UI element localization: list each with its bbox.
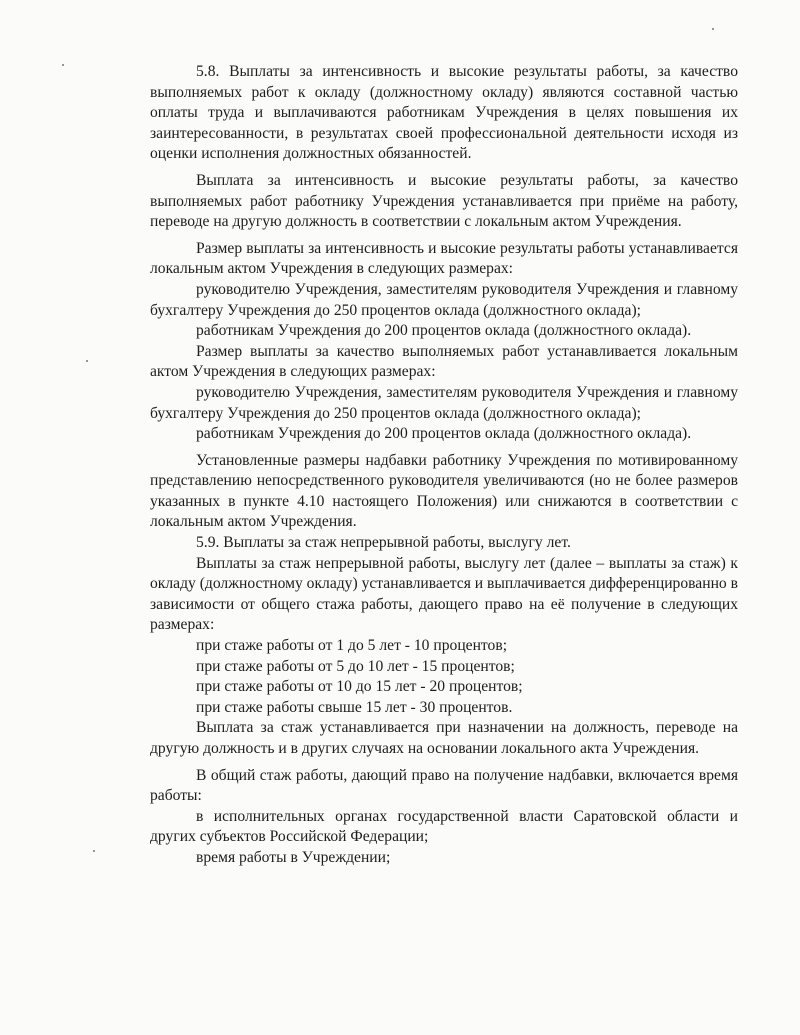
list-item: руководителю Учреждения, заместителям руководителя Учреждения и главному бухгалтеру Учреждения до 250 процентов оклада (должностного оклада); bbox=[150, 383, 738, 422]
list-item: при стаже работы от 1 до 5 лет - 10 процентов; bbox=[196, 637, 508, 655]
paragraph: Выплата за интенсивность и высокие результаты работы, за качество выполняемых работ работнику Учреждения устанавливается при приёме на работу, переводе на другую должность в соответствии с локальным актом Учреждения. bbox=[150, 171, 738, 231]
paragraph: Выплаты за стаж непрерывной работы, выслугу лет (далее – выплаты за стаж) к окладу (должностному окладу) устанавливается и выплачивается дифференцированно в зависимости от общего стажа работы, дающего право на её получение в следующих размерах: bbox=[150, 554, 738, 634]
paragraph: Выплата за стаж устанавливается при назначении на должность, переводе на другую должность и в других случаях на основании локального акта Учреждения. bbox=[150, 719, 738, 757]
list-item: время работы в Учреждении; bbox=[196, 848, 391, 866]
scan-speck bbox=[86, 360, 88, 362]
list-item: руководителю Учреждения, заместителям руководителя Учреждения и главному бухгалтеру Учреждения до 250 процентов оклада (должностного оклада); bbox=[150, 280, 738, 319]
list-item: в исполнительных органах государственной власти Саратовской области и других субъектов Российской Федерации; bbox=[150, 807, 738, 846]
list-item: при стаже работы свыше 15 лет - 30 процентов. bbox=[196, 698, 513, 716]
scan-speck bbox=[62, 64, 64, 66]
scan-speck bbox=[93, 850, 95, 852]
scan-speck bbox=[712, 28, 714, 30]
paragraph: Размер выплаты за качество выполняемых работ устанавливается локальным актом Учреждения в следующих размерах: bbox=[150, 342, 738, 381]
paragraph-5-8: 5.8. Выплаты за интенсивность и высокие результаты работы, за качество выполняемых работ к окладу (должностному окладу) являются составной частью оплаты труда и выплачиваются работникам Учреждения в целях повышения их заинтересованности, в результатах своей профессиональной деятельности исходя из оценки исполнения должностных обязанностей. bbox=[150, 63, 738, 163]
section-heading-5-9: 5.9. Выплаты за стаж непрерывной работы, выслугу лет. bbox=[196, 534, 571, 552]
paragraph: В общий стаж работы, дающий право на получение надбавки, включается время работы: bbox=[150, 766, 738, 805]
list-item: работникам Учреждения до 200 процентов оклада (должностного оклада). bbox=[196, 425, 692, 443]
paragraph: Размер выплаты за интенсивность и высокие результаты работы устанавливается локальным актом Учреждения в следующих размерах: bbox=[150, 239, 738, 278]
list-item: при стаже работы от 5 до 10 лет - 15 процентов; bbox=[196, 657, 515, 675]
list-item: при стаже работы от 10 до 15 лет - 20 процентов; bbox=[196, 678, 523, 696]
paragraph: Установленные размеры надбавки работнику Учреждения по мотивированному представлению непосредственного руководителя увеличиваются (но не более размеров указанных в пункте 4.10 настоящего Положения) или снижаются в соответствии с локальным актом Учреждения. bbox=[150, 451, 738, 531]
list-item: работникам Учреждения до 200 процентов оклада (должностного оклада). bbox=[196, 322, 692, 340]
